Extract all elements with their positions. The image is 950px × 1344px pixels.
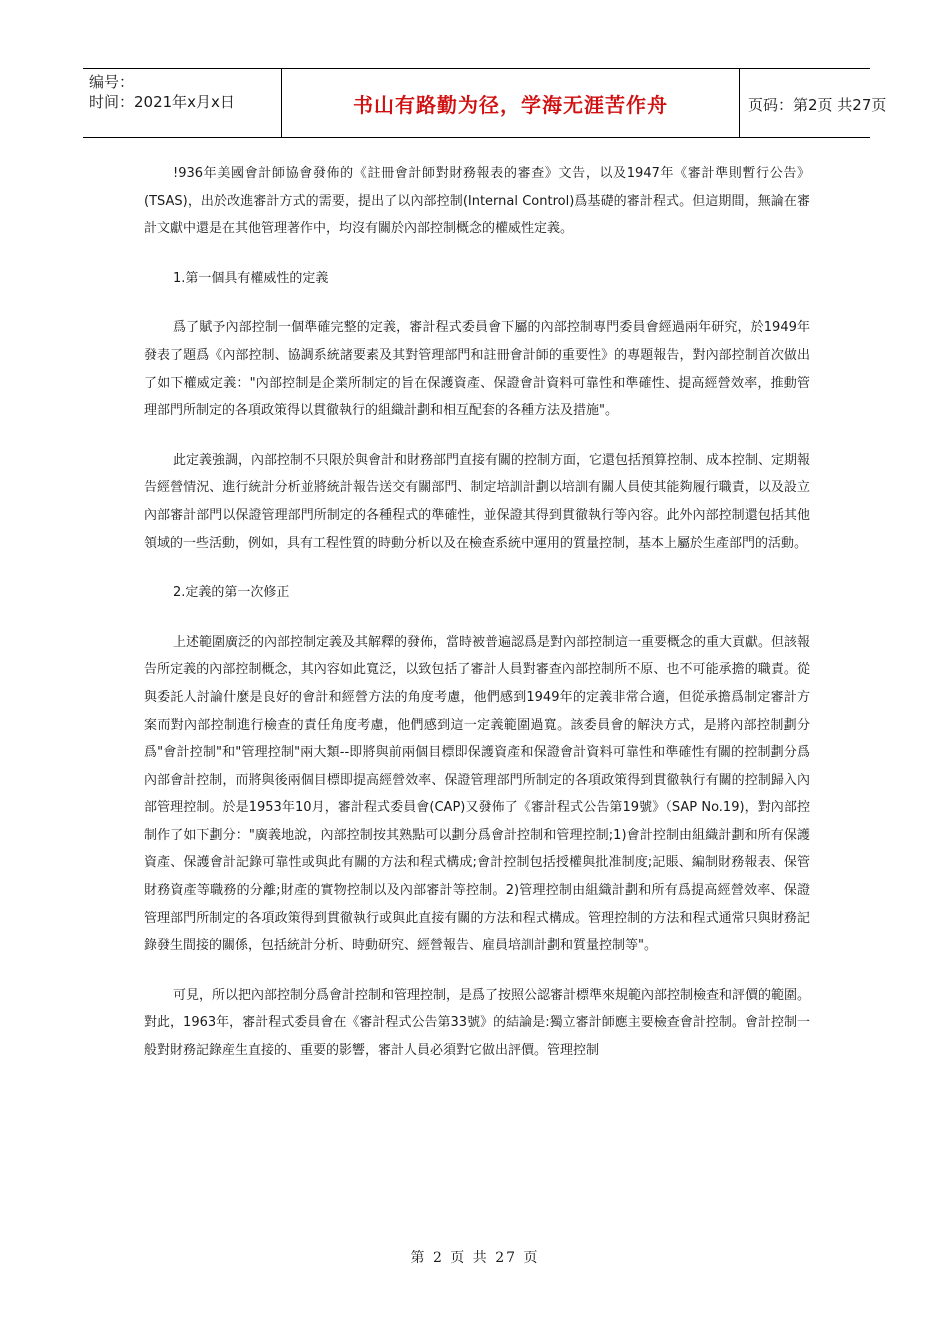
paragraph-conclusion: 可見，所以把內部控制分爲會計控制和管理控制，是爲了按照公認審計標準來規範內部控制檢查和評價的範圍。對此，1963年，審計程式委員會在《審計程式公告第33號》的結論是:獨立審計師應主要檢查會計控制。會計控制一般對財務記錄産生直接的、重要的影響，審計人員必須對它做出評價。管理控制	[144, 987, 811, 1059]
paragraph-definition: 爲了賦予內部控制一個準確完整的定義，審計程式委員會下屬的內部控制專門委員會經過兩年研究，於1949年發表了題爲《內部控制、協調系統諸要素及其對管理部門和註冊會計師的重要性》的專題報告，對內部控制首次做出了如下權威定義："內部控制是企業所制定的旨在保護資產、保證會計資料可靠性和準確性、提高經營效率，推動管理部門所制定的各項政策得以貫徹執行的組織計劃和相互配套的各種方法及措施"。	[144, 320, 810, 419]
paragraph-intro: !936年美國會計師協會發佈的《註冊會計師對財務報表的審查》文告，以及1947年《審計準則暫行公告》(TSAS)，出於改進審計方式的需要，提出了以內部控制(Internal Control)爲基礎的審計程式。但這期間，無論在審計文獻中還是在其他管理著作中，均沒有關於內部控制概念的權威性定義。	[144, 166, 810, 237]
header-page-info: 页码：第2页 共27页	[748, 96, 887, 114]
section-heading-1: 1.第一個具有權威性的定義	[173, 270, 329, 286]
paragraph-first-revision: 上述範圍廣泛的內部控制定義及其解釋的發佈，當時被普遍認爲是對內部控制這一重要概念的重大貢獻。但該報告所定義的內部控制概念，其內容如此寬泛，以致包括了審計人員對審查內部控制所不原、也不可能承擔的職責。從與委託人討論什麼是良好的會計和經營方法的角度考慮，他們感到1949年的定義非常合適，但從承擔爲制定審計方案而對內部控制進行檢查的責任角度考慮，他們感到這一定義範圍過寬。該委員會的解決方式，是將內部控制劃分爲"會計控制"和"管理控制"兩大類--即將與前兩個目標即保護資產和保證會計資料可靠性和準確性有關的控制劃分爲內部會計控制，而將與後兩個目標即提高經營效率、保證管理部門所制定的各項政策得到貫徹執行有關的控制歸入內部管理控制。於是1953年10月，審計程式委員會(CAP)又發佈了《審計程式公告第19號》（SAP No.19)，對內部控制作了如下劃分："廣義地說，內部控制按其熟點可以劃分爲會計控制和管理控制;1)會計控制由組織計劃和所有保護資產、保護會計記錄可靠性或與此有關的方法和程式構成;會計控制包括授權與批准制度;記賬、編制財務報表、保管財務資產等職務的分離;財產的實物控制以及內部審計等控制。2)管理控制由組織計劃和所有爲提高經營效率、保證管理部門所制定的各項政策得到貫徹執行或與此直接有關的方法和程式構成。管理控制的方法和程式通常只與財務記錄發生間接的關係，包括統計分析、時動研究、經營報告、雇員培訓計劃和質量控制等"。	[144, 634, 811, 954]
page-header	[83, 68, 887, 138]
document-body	[144, 160, 810, 1087]
header-meta-cell	[83, 69, 282, 137]
section-heading-2: 2.定義的第一次修正	[173, 585, 290, 601]
header-page-cell	[740, 69, 887, 137]
header-motto-cell	[282, 69, 740, 137]
document-number-label: 编号：	[89, 73, 135, 91]
page-footer: 第 2 页 共 27 页	[410, 1250, 540, 1266]
paragraph-definition-scope: 此定義強調，內部控制不只限於與會計和財務部門直接有關的控制方面，它還包括預算控制、成本控制、定期報告經營情況、進行統計分析並將統計報告送交有關部門、制定培訓計劃以培訓有關人員使其能夠履行職責，以及設立內部審計部門以保證管理部門所制定的各種程式的準確性，並保證其得到貫徹執行等內容。此外內部控制還包括其他領域的一些活動，例如，具有工程性質的時動分析以及在檢查系統中運用的質量控制，基本上屬於生產部門的活動。	[144, 452, 811, 551]
document-date-label: 时间：2021年x月x日	[89, 93, 235, 111]
header-motto: 书山有路勤为径，学海无涯苦作舟	[353, 93, 668, 117]
